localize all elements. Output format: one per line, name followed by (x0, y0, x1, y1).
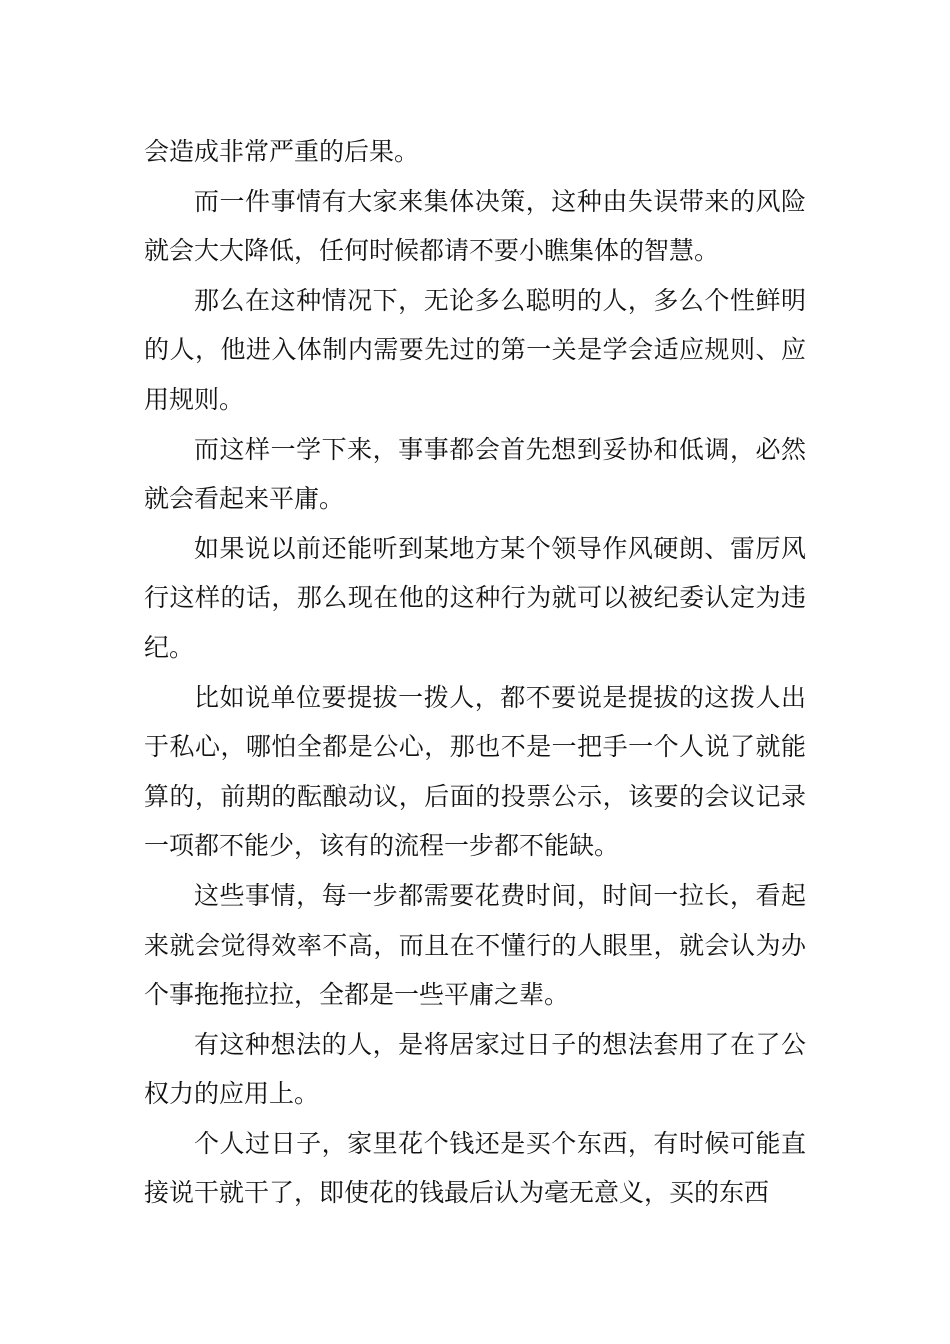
paragraph: 这些事情，每一步都需要花费时间，时间一拉长，看起来就会觉得效率不高，而且在不懂行的人眼里，就会认为办个事拖拖拉拉，全都是一些平庸之辈。 (144, 880, 806, 1010)
paragraph: 有这种想法的人，是将居家过日子的想法套用了在了公权力的应用上。 (144, 1029, 806, 1109)
paragraph: 而这样一学下来，事事都会首先想到妥协和低调，必然就会看起来平庸。 (144, 434, 806, 514)
body-text (144, 127, 806, 1218)
paragraph: 个人过日子，家里花个钱还是买个东西，有时候可能直接说干就干了，即使花的钱最后认为毫无意义，买的东西 (144, 1128, 806, 1208)
paragraph: 会造成非常严重的后果。 (144, 137, 420, 166)
paragraph: 而一件事情有大家来集体决策，这种由失误带来的风险就会大大降低，任何时候都请不要小瞧集体的智慧。 (144, 186, 806, 266)
paragraph: 如果说以前还能听到某地方某个领导作风硬朗、雷厉风行这样的话，那么现在他的这种行为就可以被纪委认定为违纪。 (144, 533, 806, 662)
paragraph: 比如说单位要提拔一拨人，都不要说是提拔的这拨人出于私心，哪怕全都是公心，那也不是一把手一个人说了就能算的，前期的酝酿动议，后面的投票公示，该要的会议记录一项都不能少，该有的流程一步都不能缺。 (144, 682, 806, 861)
paragraph: 那么在这种情况下，无论多么聪明的人，多么个性鲜明的人，他进入体制内需要先过的第一关是学会适应规则、应用规则。 (144, 285, 806, 414)
